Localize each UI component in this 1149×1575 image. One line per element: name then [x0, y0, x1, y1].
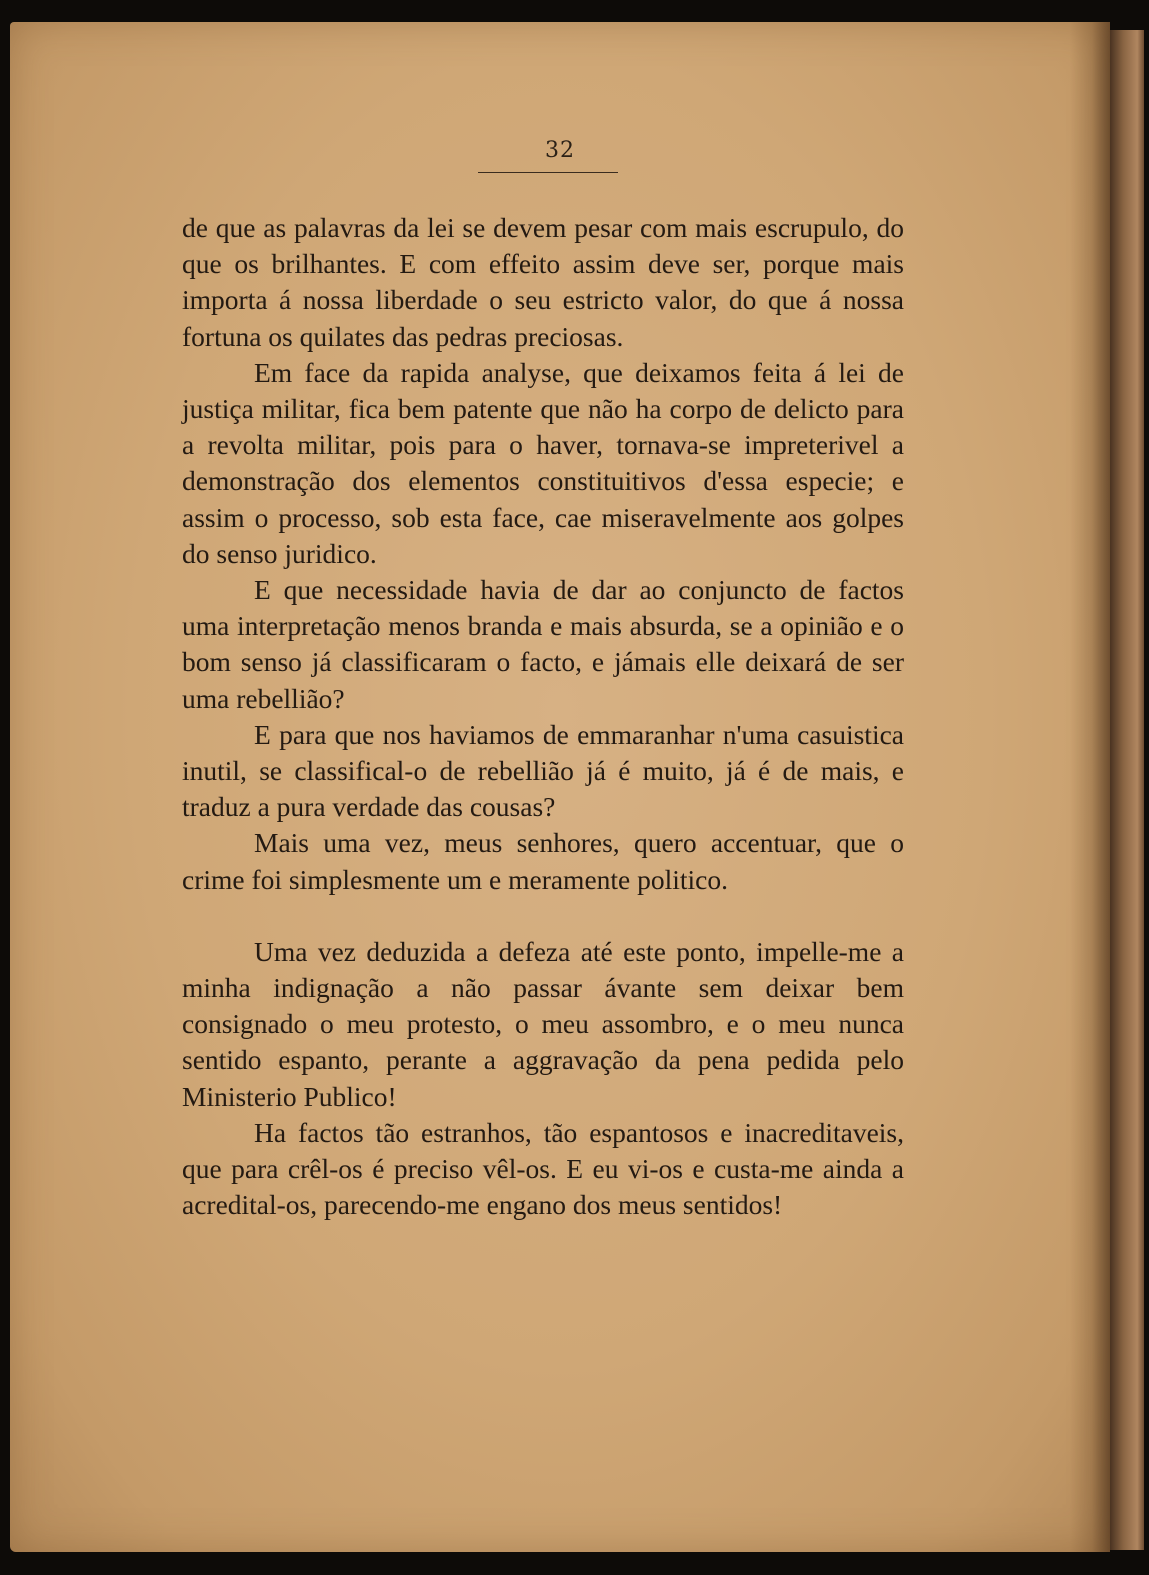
paragraph-4: E para que nos haviamos de emmaranhar n'uma casuistica inutil, se classifical-o de rebellião já é muito, já é de mais, e traduz a pura verdade das cousas? [182, 718, 904, 823]
page-number: 32 [545, 138, 575, 163]
paragraph-1: de que as palavras da lei se devem pesar com mais escrupulo, do que os brilhantes. E com effeito assim deve ser, porque mais importa á nossa liberdade o seu estricto valor, do que á nossa fortuna os quilates das pedras preciosas. [182, 212, 904, 352]
book-page [10, 22, 1110, 1552]
paragraph-6: Uma vez deduzida a defeza até este ponto, impelle-me a minha indignação a não passar ávante sem deixar bem consignado o meu protesto, o meu assombro, e o meu nunca sentido espanto, perante a aggravação da pena pedida pelo Ministerio Publico! [182, 935, 904, 1112]
paragraph-7: Ha factos tão estranhos, tão espantosos e inacreditaveis, que para crêl-os é preciso vêl-os. E eu vi-os e custa-me ainda a acredital-os, parecendo-me engano dos meus sentidos! [182, 1116, 904, 1221]
paragraph-2: Em face da rapida analyse, que deixamos feita á lei de justiça militar, fica bem patente que não ha corpo de delicto para a revolta militar, pois para o haver, tornava-se impreterivel a demonstração dos elementos constituitivos d'essa especie; e assim o processo, sob esta face, cae miseravelmente aos golpes do senso juridico. [182, 356, 904, 569]
adjacent-page-edge [1110, 30, 1144, 1550]
page-number-rule [478, 172, 618, 173]
paragraph-3: E que necessidade havia de dar ao conjuncto de factos uma interpretação menos branda e mais absurda, se a opinião e o bom senso já classificaram o facto, e jámais elle deixará de ser uma rebellião? [182, 574, 904, 714]
body-text [182, 210, 904, 1223]
binding-gutter [1070, 22, 1110, 1552]
paragraph-5: Mais uma vez, meus senhores, quero accentuar, que o crime foi simplesmente um e meramente politico. [182, 827, 904, 895]
